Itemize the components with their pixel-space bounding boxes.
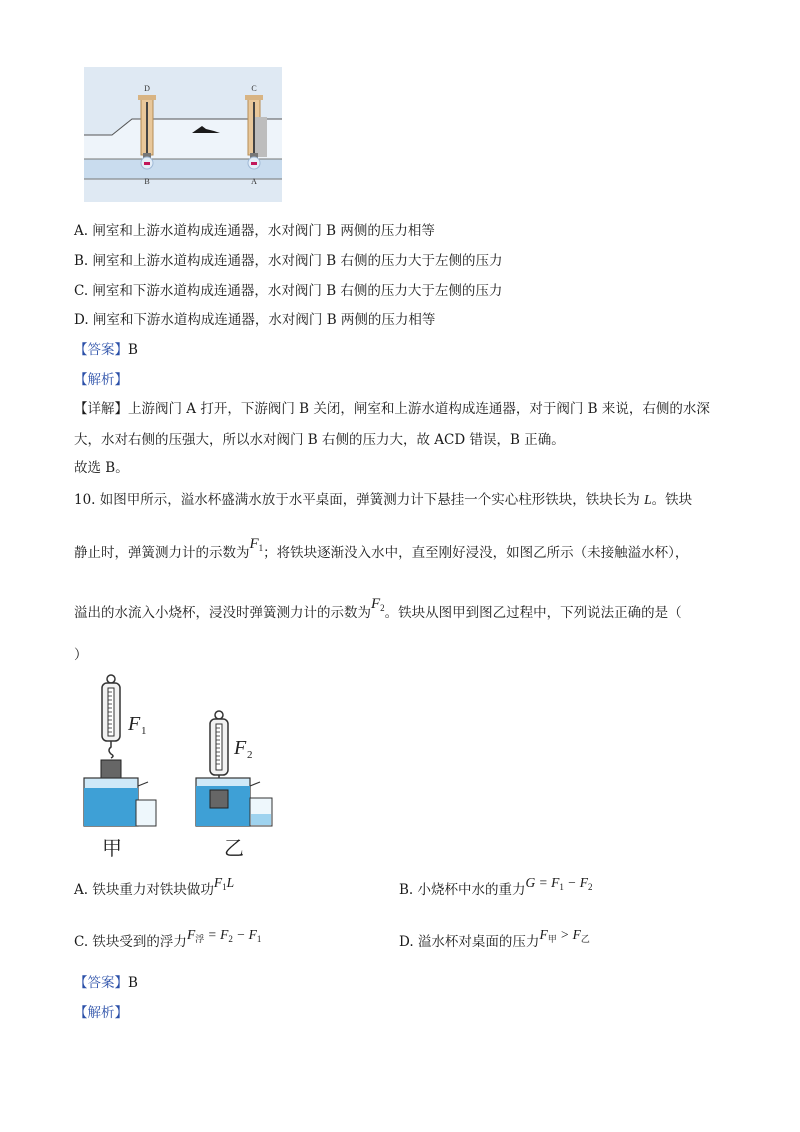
q9-answer xyxy=(74,338,138,358)
option-b-formula xyxy=(526,875,593,890)
b-mid: − F xyxy=(563,875,588,890)
lock-diagram xyxy=(84,67,282,202)
c-sub2: 1 xyxy=(256,934,262,944)
gate-label-c: C xyxy=(251,84,257,93)
d-mid: > F xyxy=(556,927,581,942)
q10-stem-line1 xyxy=(74,488,692,508)
c-sub0: 浮 xyxy=(195,934,205,944)
caption-jia: 甲 xyxy=(102,838,122,860)
option-b-text: B. 小烧杯中水的重力 xyxy=(399,882,526,898)
q10-analysis-label: 【解析】 xyxy=(74,1005,128,1021)
spring-scale-diagram xyxy=(74,670,304,865)
option-a-formula xyxy=(214,875,234,890)
answer-label: 【答案】 xyxy=(74,342,128,358)
option-d-formula xyxy=(539,927,589,942)
q9-detail-line1 xyxy=(74,397,710,417)
q10-stem-line2 xyxy=(74,536,689,562)
yi-force-label: F xyxy=(234,737,247,759)
q10-option-a xyxy=(74,875,235,899)
q9-option-d: D. 闸室和下游水道构成连通器，水对阀门 B 两侧的压力相等 xyxy=(74,312,436,328)
q9-option-c: C. 闸室和下游水道构成连通器，水对阀门 B 右侧的压力大于左侧的压力 xyxy=(74,283,503,299)
option-c-formula xyxy=(187,927,261,942)
detail-label: 【详解】 xyxy=(74,401,128,417)
f2-symbol xyxy=(371,596,385,612)
a-sub: 1 xyxy=(222,882,227,892)
q10-line3-text: 溢出的水流入小烧杯，浸没时弹簧测力计的示数为 xyxy=(74,605,371,621)
d-sub1: 甲 xyxy=(547,934,557,944)
f1-sub: 1 xyxy=(258,543,264,553)
gate-label-d: D xyxy=(144,84,150,93)
q9-option-a: A. 闸室和上游水道构成连通器，水对阀门 B 两侧的压力相等 xyxy=(74,223,435,239)
a-tail: L xyxy=(226,875,235,890)
spring-scale-figure xyxy=(74,670,304,865)
q10-option-d xyxy=(399,927,590,952)
b-sub1: 1 xyxy=(559,882,564,892)
q10-option-b xyxy=(399,875,593,899)
jia-force-label: F xyxy=(128,713,141,735)
option-c-text: C. 铁块受到的浮力 xyxy=(74,934,187,950)
d-sub2: 乙 xyxy=(580,934,590,944)
answer-value: B xyxy=(128,342,138,358)
q10-option-c xyxy=(74,927,262,952)
q10-line2-text: 静止时，弹簧测力计的示数为 xyxy=(74,545,250,561)
detail-text-1: 上游阀门 A 打开，下游阀门 B 关闭，闸室和上游水道构成连通器，对于阀门 B 来说，右侧的水深 xyxy=(128,401,710,417)
answer-label: 【答案】 xyxy=(74,975,128,991)
q10-stem-line3 xyxy=(74,596,682,622)
length-variable: L xyxy=(644,492,652,507)
f1-symbol xyxy=(250,536,264,552)
q9-option-b: B. 闸室和上游水道构成连通器，水对阀门 B 右侧的压力大于左侧的压力 xyxy=(74,253,503,269)
q9-detail-line2: 大，水对右侧的压强大，所以水对阀门 B 右侧的压力大，故 ACD 错误，B 正确。 xyxy=(74,432,565,448)
f2-base: F xyxy=(371,596,381,612)
q10-line3-tail: 。铁块从图甲到图乙过程中，下列说法正确的是（ xyxy=(384,605,682,621)
b-f: G = F xyxy=(525,875,560,890)
q10-line1-tail: 。铁块 xyxy=(651,492,693,508)
q10-answer xyxy=(74,971,138,991)
f2-sub: 2 xyxy=(380,603,385,613)
caption-yi: 乙 xyxy=(224,838,244,860)
f1-base: F xyxy=(249,536,259,552)
lock-figure xyxy=(84,67,282,202)
q10-stem-line4: ） xyxy=(74,647,88,663)
answer-value: B xyxy=(128,975,138,991)
gate-label-b: B xyxy=(144,177,150,186)
q9-analysis-label: 【解析】 xyxy=(74,372,128,388)
q10-line2-tail: ；将铁块逐渐没入水中，直至刚好浸没，如图乙所示（未接触溢水杯）， xyxy=(263,545,689,561)
c-sub1: 2 xyxy=(228,934,233,944)
b-sub2: 2 xyxy=(587,882,593,892)
c-mid: = F xyxy=(204,927,229,942)
q10-line1-text: 10. 如图甲所示，溢水杯盛满水放于水平桌面，弹簧测力计下悬挂一个实心柱形铁块，铁块长为 xyxy=(74,492,645,508)
c-mid2: − F xyxy=(232,927,257,942)
q9-conclusion: 故选 B。 xyxy=(74,460,129,476)
c-f: F xyxy=(186,927,196,942)
d-f: F xyxy=(539,927,548,942)
option-d-text: D. 溢水杯对桌面的压力 xyxy=(399,934,540,950)
jia-force-sub: 1 xyxy=(141,725,147,737)
option-a-text: A. 铁块重力对铁块做功 xyxy=(74,882,214,898)
gate-label-a: A xyxy=(251,177,257,186)
yi-force-sub: 2 xyxy=(247,749,253,761)
a-f: F xyxy=(213,875,223,890)
